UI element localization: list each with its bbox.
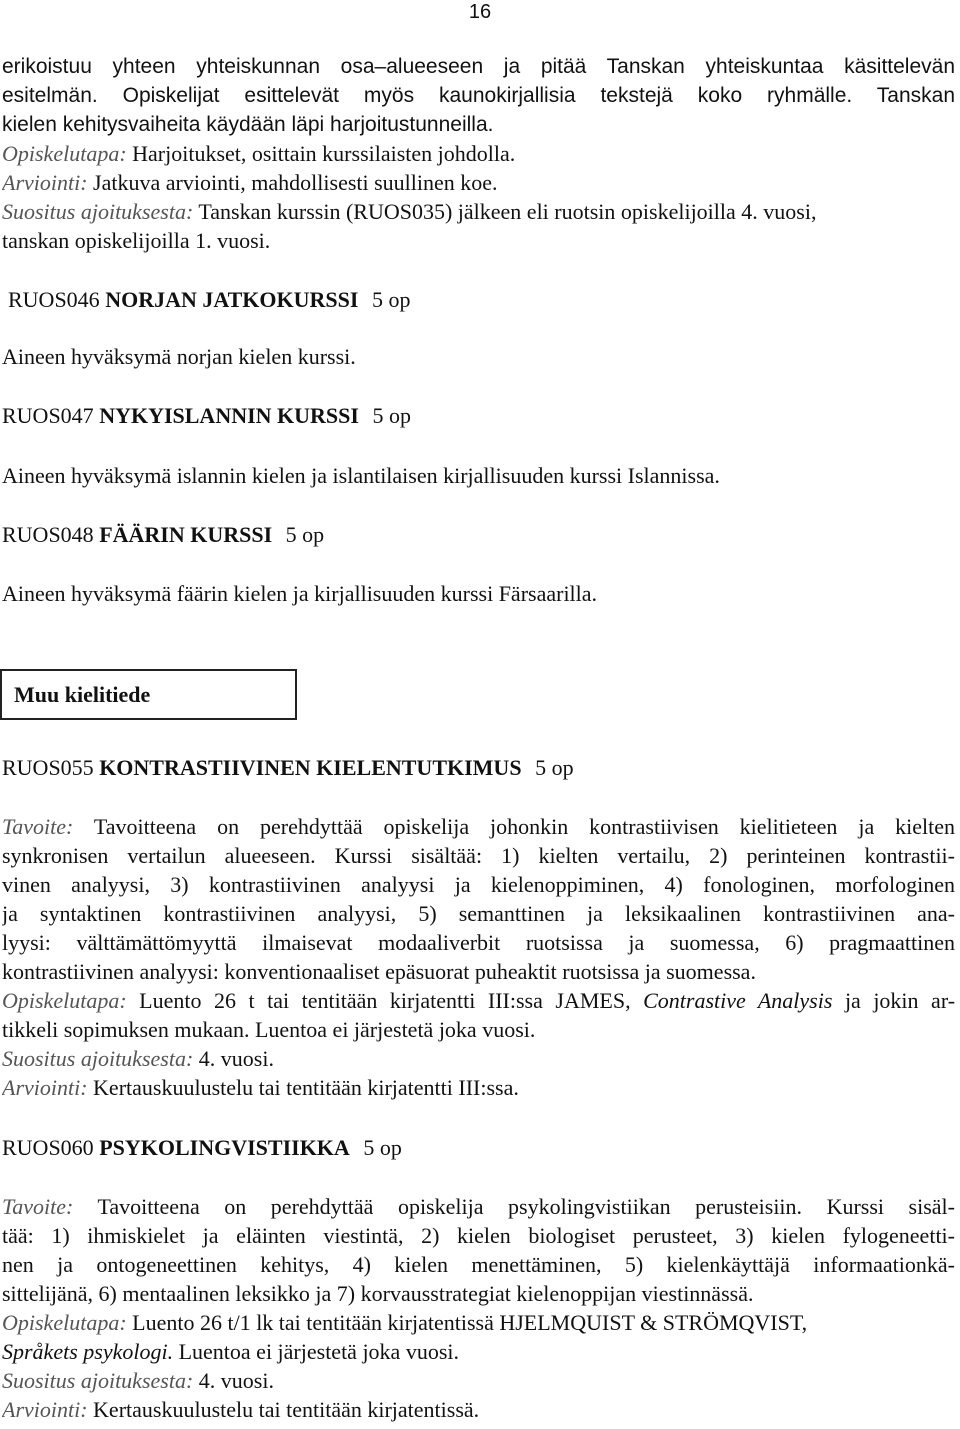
course-title: KONTRASTIIVINEN KIELENTUTKIMUS [99, 755, 522, 780]
course-description-text: Aineen hyväksymä islannin kielen ja islantilaisen kirjallisuuden kurssi Islannissa. [2, 463, 720, 488]
course-description [2, 579, 955, 608]
course-code: RUOS060 [2, 1135, 94, 1160]
goal-line: ja syntaktinen kontrastiivinen analyysi, 5) semanttinen ja leksikaalinen kontrastiivinen ana- [2, 901, 955, 926]
course-heading [2, 753, 955, 782]
goal-line: sittelijänä, 6) mentaalinen leksikko ja 7) korvausstrategiat kielenoppijan viestinnässä. [2, 1281, 754, 1306]
course-title: PSYKOLINGVISTIIKKA [99, 1135, 350, 1160]
goal-line: nen ja ontogeneettinen kehitys, 4) kielen menettäminen, 5) kielenkäyttäjä informaationkä- [2, 1252, 955, 1277]
timing-line [2, 197, 955, 226]
course-credits: 5 op [285, 522, 325, 547]
goal-text: Tavoitteena on perehdyttää opiskelija psykolingvistiikan perusteisiin. Kurssi sisäl- [97, 1194, 955, 1219]
course-code: RUOS055 [2, 755, 94, 780]
course-code: RUOS046 [8, 287, 100, 312]
course-heading [2, 285, 955, 314]
course-credits: 5 op [371, 287, 411, 312]
course-title: NYKYISLANNIN KURSSI [99, 403, 359, 428]
goal-line: kontrastiivinen analyysi: konventionaaliset epäsuorat puheaktit ruotsissa ja suomessa. [2, 959, 756, 984]
goal-line: tää: 1) ihmiskielet ja eläinten viestintä, 2) kielen biologiset perusteet, 3) kielen fylogeneetti- [2, 1223, 955, 1248]
intro-line: kielen kehitysvaiheita käydään läpi harjoitustunneilla. [2, 113, 494, 136]
timing-label: Suositus ajoituksesta: [2, 199, 194, 224]
study-method-text: Luento 26 t/1 lk tai tentitään kirjatentissä HJELMQUIST & STRÖMQVIST, [132, 1310, 808, 1335]
intro-line: esitelmän. Opiskelijat esittelevät myös kaunokirjallisia tekstejä koko ryhmälle. Tanskan [2, 84, 955, 107]
study-method-text: Luentoa ei järjestetä joka vuosi. [178, 1339, 459, 1364]
study-method-text: ja jokin ar- [844, 988, 955, 1013]
course-title: NORJAN JATKOKURSSI [105, 287, 359, 312]
course-body [2, 1192, 955, 1424]
timing-label: Suositus ajoituksesta: [2, 1368, 194, 1393]
study-method-text: Harjoitukset, osittain kurssilaisten johdolla. [132, 141, 516, 166]
course-code: RUOS048 [2, 522, 94, 547]
course-description [2, 461, 955, 490]
course-heading [2, 401, 955, 430]
study-method-label: Opiskelutapa: [2, 988, 127, 1013]
course-heading [2, 520, 955, 549]
assessment-label: Arviointi: [2, 1075, 88, 1100]
goal-line [2, 1192, 955, 1221]
timing-text: 4. vuosi. [198, 1368, 274, 1393]
course-credits: 5 op [372, 403, 411, 428]
study-method-label: Opiskelutapa: [2, 141, 127, 166]
timing-line [2, 1366, 955, 1395]
course-heading [2, 1133, 955, 1162]
assessment-text: Kertauskuulustelu tai tentitään kirjatentti III:ssa. [93, 1075, 519, 1100]
course-credits: 5 op [535, 755, 574, 780]
assessment-label: Arviointi: [2, 170, 88, 195]
course-body [2, 812, 955, 1102]
course-description [2, 342, 955, 371]
assessment-line [2, 168, 955, 197]
study-method-line-continued [2, 1337, 955, 1366]
intro-section [2, 52, 955, 255]
page-number: 16 [468, 1, 492, 23]
assessment-text: Jatkuva arviointi, mahdollisesti suullinen koe. [93, 170, 498, 195]
assessment-label: Arviointi: [2, 1397, 88, 1422]
timing-line-continued: tanskan opiskelijoilla 1. vuosi. [2, 228, 271, 253]
course-description-text: Aineen hyväksymä norjan kielen kurssi. [2, 344, 356, 369]
goal-line: synkronisen vertailun alueeseen. Kurssi sisältää: 1) kielten vertailu, 2) perinteinen kontrastii- [2, 843, 955, 868]
study-method-label: Opiskelutapa: [2, 1310, 127, 1335]
assessment-line [2, 1395, 955, 1424]
timing-label: Suositus ajoituksesta: [2, 1046, 194, 1071]
assessment-line [2, 1073, 955, 1102]
study-method-line [2, 986, 955, 1015]
course-credits: 5 op [363, 1135, 402, 1160]
course-description-text: Aineen hyväksymä fäärin kielen ja kirjallisuuden kurssi Färsaarilla. [2, 581, 598, 606]
study-method-text: Luento 26 t tai tentitään kirjatentti III:ssa JAMES, [139, 988, 631, 1013]
assessment-text: Kertauskuulustelu tai tentitään kirjatentissä. [93, 1397, 480, 1422]
study-method-line-continued: tikkeli sopimuksen mukaan. Luentoa ei järjestetä joka vuosi. [2, 1017, 536, 1042]
study-method-line [2, 139, 955, 168]
book-title: Contrastive Analysis [643, 988, 833, 1013]
course-code: RUOS047 [2, 403, 94, 428]
goal-label: Tavoite: [2, 1194, 74, 1219]
book-title: Språkets psykologi. [2, 1339, 174, 1364]
study-method-line [2, 1308, 955, 1337]
goal-label: Tavoite: [2, 814, 74, 839]
timing-line [2, 1044, 955, 1073]
section-title-box: Muu kielitiede [0, 669, 297, 720]
goal-line: lyysi: välttämättömyyttä ilmaisevat modaaliverbit ruotsissa ja suomessa, 6) pragmaattinen [2, 930, 955, 955]
timing-text: 4. vuosi. [198, 1046, 274, 1071]
goal-line [2, 812, 955, 841]
intro-line: erikoistuu yhteen yhteiskunnan osa–alueeseen ja pitää Tanskan yhteiskuntaa käsittelevän [2, 55, 955, 78]
timing-text: Tanskan kurssin (RUOS035) jälkeen eli ruotsin opiskelijoilla 4. vuosi, [198, 199, 817, 224]
course-title: FÄÄRIN KURSSI [99, 522, 273, 547]
goal-text: Tavoitteena on perehdyttää opiskelija johonkin kontrastiivisen kielitieteen ja kielten [93, 814, 955, 839]
goal-line: vinen analyysi, 3) kontrastiivinen analyysi ja kielenoppiminen, 4) fonologinen, morfologinen [2, 872, 955, 897]
